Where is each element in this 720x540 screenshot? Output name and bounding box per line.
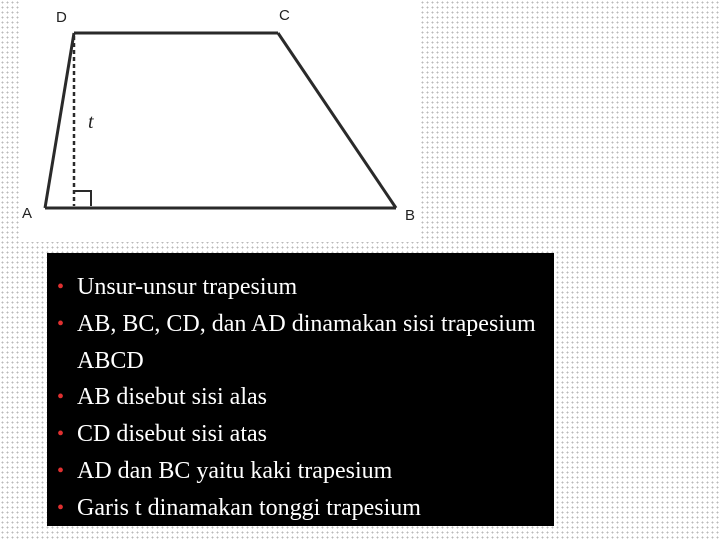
vertex-label-d: D [56, 9, 67, 26]
list-item [57, 453, 544, 490]
vertex-label-b: B [405, 207, 416, 224]
bullet-icon: • [57, 276, 65, 298]
bullet-icon: • [57, 386, 65, 409]
bullet-icon: • [57, 459, 65, 482]
list-item-text: Garis t dinamakan tonggi trapesium [77, 494, 421, 521]
notes-panel [47, 253, 554, 526]
list-item [57, 490, 544, 527]
list-item [57, 416, 544, 453]
trapezoid-figure [20, 0, 420, 242]
list-item [57, 379, 544, 416]
list-item-text: AB disebut sisi alas [77, 384, 267, 411]
list-item [57, 269, 544, 306]
list-item [57, 306, 544, 380]
bullet-icon: • [57, 496, 65, 519]
bullet-icon: • [57, 312, 65, 335]
list-item-text: CD disebut sisi atas [77, 421, 267, 448]
vertex-label-c: C [279, 7, 290, 24]
vertex-label-a: A [22, 205, 33, 222]
list-item-text: Unsur-unsur trapesium [77, 274, 298, 300]
notes-list [57, 269, 544, 527]
bullet-icon: • [57, 423, 65, 446]
side-ad [45, 33, 74, 208]
trapezoid-diagram [20, 0, 420, 242]
height-label-t: t [88, 111, 94, 133]
list-item-text: AD dan BC yaitu kaki trapesium [77, 457, 393, 484]
list-item-text: AB, BC, CD, dan AD dinamakan sisi trapesium ABCD [77, 310, 536, 374]
right-angle-marker [74, 191, 91, 206]
side-bc [278, 33, 396, 208]
